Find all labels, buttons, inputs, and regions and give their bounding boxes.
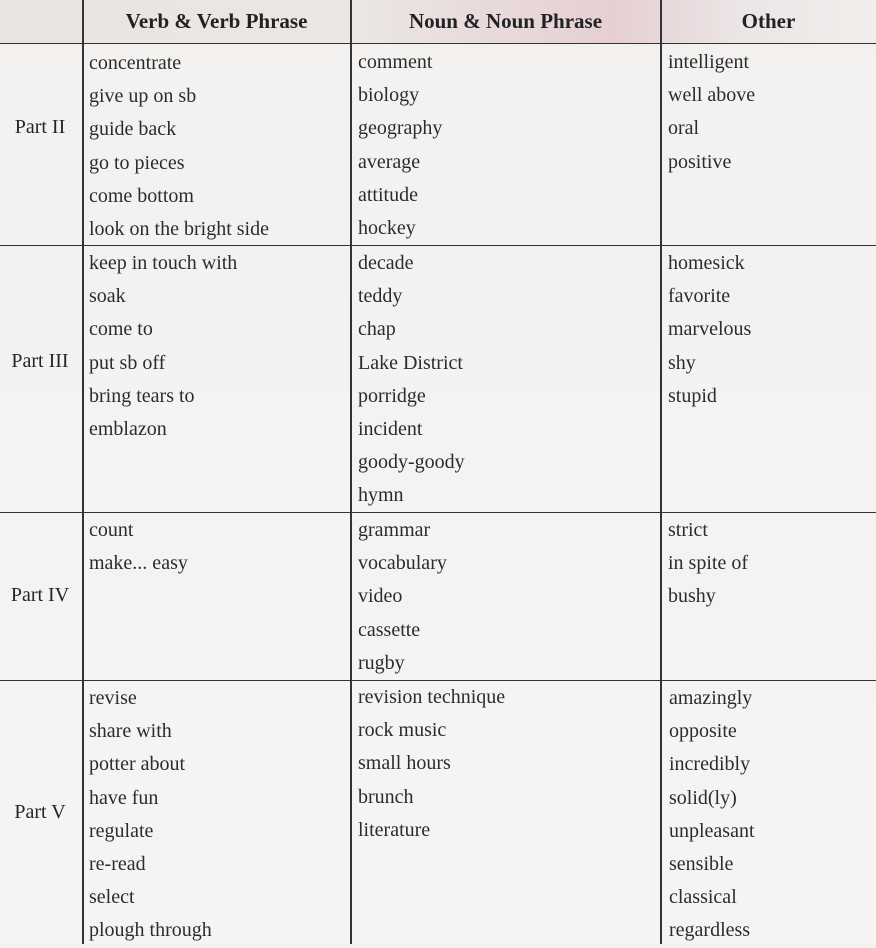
list-item: incredibly: [669, 753, 751, 776]
list-item: vocabulary: [358, 552, 447, 575]
list-item: revise: [89, 687, 137, 709]
column-divider-1: [82, 0, 84, 944]
list-item: come to: [89, 318, 153, 341]
list-item: intelligent: [668, 51, 750, 73]
list-item: oral: [668, 117, 700, 140]
list-item: unpleasant: [669, 819, 755, 842]
part-5-other: [669, 682, 755, 948]
part-3-verbs: [89, 247, 237, 446]
list-item: plough through: [89, 919, 212, 942]
list-item: regulate: [89, 819, 154, 842]
list-item: guide back: [89, 118, 177, 141]
part-2-verbs: [89, 47, 269, 246]
part-3-nouns: [358, 247, 465, 513]
list-item: goody-goody: [358, 451, 465, 474]
list-item: Lake District: [358, 351, 463, 374]
part-4-other: [668, 514, 748, 614]
list-item: look on the bright side: [89, 217, 269, 240]
list-item: share with: [89, 720, 172, 743]
list-item: geography: [358, 117, 443, 140]
list-item: have fun: [89, 786, 159, 809]
list-item: biology: [358, 84, 420, 107]
list-item: re-read: [89, 852, 146, 875]
part-label-2: Part II: [14, 116, 66, 138]
list-item: well above: [668, 84, 756, 107]
list-item: amazingly: [669, 687, 753, 709]
header-noun: Noun & Noun Phrase: [408, 9, 603, 33]
list-item: soak: [89, 285, 126, 308]
list-item: decade: [358, 252, 414, 274]
list-item: potter about: [89, 753, 186, 776]
list-item: make... easy: [89, 552, 188, 575]
list-item: porridge: [358, 384, 426, 407]
list-item: small hours: [358, 752, 451, 775]
list-item: emblazon: [89, 417, 167, 440]
list-item: incident: [358, 417, 423, 440]
part-4-verbs: [89, 514, 188, 580]
row-divider-header: [0, 43, 876, 44]
list-item: classical: [669, 886, 737, 909]
part-3-other: [668, 247, 751, 413]
list-item: chap: [358, 318, 396, 341]
part-label-4: Part IV: [10, 584, 70, 606]
part-label-5: Part V: [14, 801, 66, 823]
list-item: bring tears to: [89, 384, 195, 407]
list-item: concentrate: [89, 52, 182, 74]
list-item: teddy: [358, 285, 403, 308]
list-item: brunch: [358, 785, 414, 808]
header-other: Other: [741, 9, 796, 33]
list-item: keep in touch with: [89, 252, 238, 274]
list-item: attitude: [358, 183, 418, 206]
list-item: rock music: [358, 719, 447, 742]
list-item: count: [89, 519, 134, 541]
list-item: grammar: [358, 519, 431, 541]
list-item: positive: [668, 150, 732, 173]
list-item: video: [358, 585, 403, 608]
part-2-nouns: [358, 46, 442, 245]
part-4-nouns: [358, 514, 447, 680]
column-divider-2: [350, 0, 352, 944]
list-item: put sb off: [89, 351, 166, 374]
list-item: rugby: [358, 651, 405, 674]
list-item: literature: [358, 818, 431, 841]
part-label-3: Part III: [11, 350, 69, 372]
list-item: regardless: [669, 919, 751, 942]
list-item: hymn: [358, 484, 404, 507]
list-item: marvelous: [668, 318, 752, 341]
part-2-other: [668, 46, 755, 179]
list-item: in spite of: [668, 552, 748, 575]
list-item: sensible: [669, 852, 734, 875]
column-divider-3: [660, 0, 662, 944]
list-item: homesick: [668, 252, 745, 274]
list-item: favorite: [668, 285, 731, 308]
list-item: stupid: [668, 384, 717, 407]
list-item: opposite: [669, 720, 737, 743]
list-item: cassette: [358, 618, 421, 641]
list-item: hockey: [358, 216, 416, 239]
part-5-nouns: [358, 681, 505, 847]
list-item: solid(ly): [669, 786, 737, 809]
header-verb: Verb & Verb Phrase: [125, 9, 308, 33]
list-item: comment: [358, 51, 433, 73]
list-item: come bottom: [89, 184, 194, 207]
list-item: give up on sb: [89, 85, 197, 108]
list-item: average: [358, 150, 421, 173]
list-item: go to pieces: [89, 151, 185, 174]
list-item: strict: [668, 519, 708, 541]
list-item: select: [89, 886, 135, 909]
list-item: revision technique: [358, 686, 506, 708]
part-5-verbs: [89, 682, 212, 948]
list-item: bushy: [668, 585, 716, 608]
list-item: shy: [668, 351, 696, 374]
